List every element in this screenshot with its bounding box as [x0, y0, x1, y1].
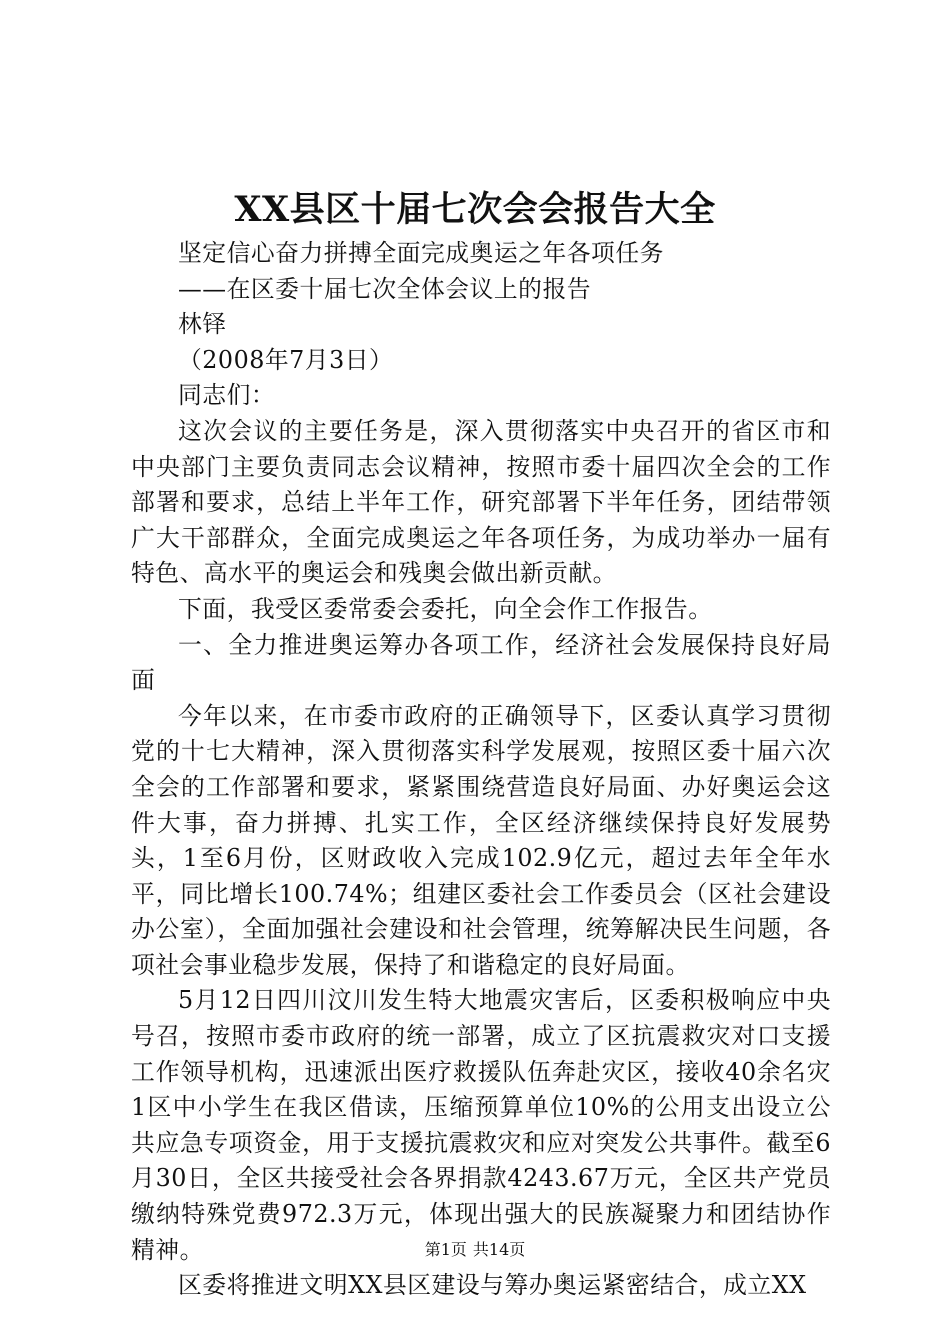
subtitle: 坚定信心奋力拼搏全面完成奥运之年各项任务: [178, 239, 664, 267]
subtitle-secondary: ——在区委十届七次全体会议上的报告: [178, 274, 592, 303]
paragraph: 区委将推进文明XX县区建设与筹办奥运紧密结合，成立XX: [178, 1271, 807, 1300]
paragraph: 5月12日四川汶川发生特大地震灾害后，区委积极响应中央号召，按照市委市政府的统一部署，成立了区抗震救灾对口支援工作领导机构，迅速派出医疗救援队伍奔赴灾区，接收40余名灾1区中小学生在我区借读，压缩预算单位10%的公用支出设立公共应急专项资金，用于支援抗震救灾和应对突发公共事件。截至6月30日，全区共接受社会各界捐款4243.67万元，全区共产党员缴纳特殊党费972.3万元，体现出强大的民族凝聚力和团结协作精神。: [131, 986, 831, 1264]
author: 林铎: [178, 310, 227, 339]
greeting: 同志们：: [178, 381, 276, 410]
page-number: 第1页: [424, 1240, 467, 1259]
paragraph: 下面，我受区委常委会委托，向全会作工作报告。: [178, 594, 713, 623]
page-footer: [0, 1238, 950, 1262]
document-body: [131, 236, 831, 1304]
document-title: XX县区十届七次会会报告大全: [234, 189, 716, 230]
paragraph: 今年以来，在市委市政府的正确领导下，区委认真学习贯彻党的十七大精神，深入贯彻落实科学发展观，按照区委十届六次全会的工作部署和要求，紧紧围绕营造良好局面、办好奥运会这件大事，奋力拼搏、扎实工作，全区经济继续保持良好发展势头，1至6月份，区财政收入完成102.9亿元，超过去年全年水平，同比增长100.74%；组建区委社会工作委员会（区社会建设办公室），全面加强社会建设和社会管理，统筹解决民生问题，各项社会事业稳步发展，保持了和谐稳定的良好局面。: [131, 701, 831, 979]
report-date: （2008年7月3日）: [178, 345, 394, 374]
paragraph: 这次会议的主要任务是，深入贯彻落实中央召开的省区市和中央部门主要负责同志会议精神，按照市委十届四次全会的工作部署和要求，总结上半年工作，研究部署下半年任务，团结带领广大干部群众，全面完成奥运之年各项任务，为成功举办一届有特色、高水平的奥运会和残奥会做出新贡献。: [131, 416, 831, 588]
page-total: 共14页: [472, 1240, 526, 1259]
section-heading: 一、全力推进奥运筹办各项工作，经济社会发展保持良好局面: [131, 630, 831, 695]
